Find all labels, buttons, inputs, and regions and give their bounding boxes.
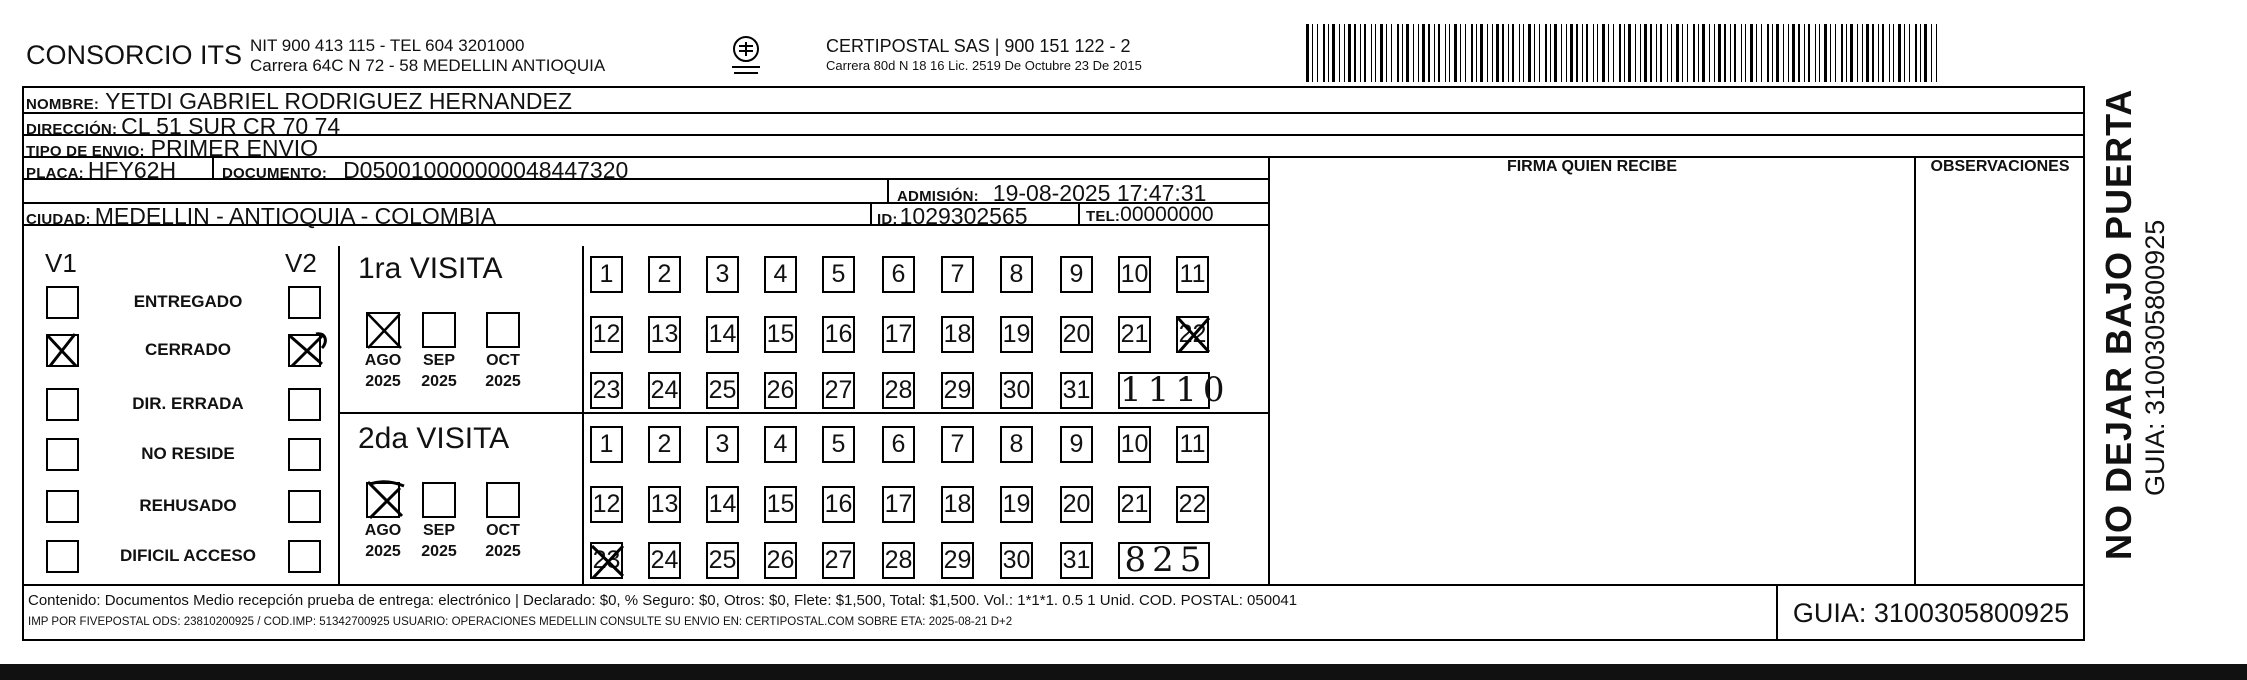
status-option-label: REHUSADO [139, 496, 237, 515]
month-label [411, 520, 467, 562]
day-box[interactable]: 31 [1060, 542, 1093, 579]
time-box[interactable] [1118, 370, 1231, 410]
documento-value: D050010000000048447320 [343, 157, 629, 183]
month-checkbox[interactable] [422, 482, 456, 518]
visit-title: 2da VISITA [358, 422, 510, 455]
day-box[interactable]: 10 [1118, 256, 1151, 293]
v2-checkbox[interactable] [288, 286, 321, 319]
day-box[interactable]: 13 [648, 316, 681, 353]
day-box[interactable]: 29 [941, 542, 974, 579]
day-box[interactable]: 23 [590, 542, 623, 579]
day-box[interactable]: 15 [764, 316, 797, 353]
certipostal-logo [726, 34, 766, 78]
status-option-label: NO RESIDE [141, 444, 235, 463]
v1-checkbox[interactable] [46, 490, 79, 523]
ciudad-value: MEDELLIN - ANTIOQUIA - COLOMBIA [94, 203, 497, 229]
day-box[interactable]: 18 [941, 316, 974, 353]
bottom-bar [0, 664, 2247, 680]
company-name: CONSORCIO ITS [26, 40, 243, 70]
footer-imp: IMP POR FIVEPOSTAL ODS: 23810200925 / COD.IMP: 51342700925 USUARIO: OPERACIONES MEDELLIN CONSULTE SU ENVIO EN: CERTIPOSTAL.COM SOBRE ETA: 2025-08-21 D+2 [28, 616, 1013, 628]
day-box[interactable]: 7 [941, 426, 974, 463]
day-box[interactable]: 13 [648, 486, 681, 523]
day-box[interactable]: 9 [1060, 256, 1093, 293]
v2-checkbox[interactable] [288, 540, 321, 573]
v2-checkbox[interactable] [288, 490, 321, 523]
ciudad-row [26, 203, 496, 230]
month-checkbox[interactable] [366, 482, 400, 518]
placa-row [26, 157, 176, 184]
v2-checkbox[interactable] [288, 334, 321, 367]
day-box[interactable]: 14 [706, 486, 739, 523]
id-value: 1029302565 [899, 203, 1028, 229]
firma-header: FIRMA QUIEN RECIBE [1506, 158, 1678, 175]
month-label [475, 350, 531, 392]
day-box[interactable]: 1 [590, 426, 623, 463]
check-x-mark [286, 330, 330, 370]
day-box[interactable]: 27 [822, 542, 855, 579]
admision-value: 19-08-2025 17:47:31 [992, 180, 1207, 206]
month-name: AGO [364, 522, 402, 539]
day-box[interactable]: 26 [764, 372, 797, 409]
day-box[interactable]: 21 [1118, 486, 1151, 523]
month-checkbox[interactable] [366, 312, 400, 348]
v2-checkbox[interactable] [288, 438, 321, 471]
day-box[interactable]: 30 [1000, 372, 1033, 409]
placa-value: HFY62H [87, 157, 177, 183]
tel-row [1086, 203, 1214, 227]
side-warning [2098, 88, 2140, 560]
day-box[interactable]: 26 [764, 542, 797, 579]
tel-label: TEL: [1086, 208, 1121, 225]
day-box[interactable]: 4 [764, 426, 797, 463]
nombre-label: NOMBRE: [26, 96, 100, 113]
day-box[interactable]: 1 [590, 256, 623, 293]
ciudad-label: CIUDAD: [26, 211, 91, 228]
day-box[interactable]: 12 [590, 486, 623, 523]
day-box[interactable]: 28 [882, 372, 915, 409]
v1-label: V1 [45, 248, 77, 278]
month-label [355, 350, 411, 392]
direccion-value: CL 51 SUR CR 70 74 [121, 113, 341, 139]
month-year: 2025 [365, 373, 401, 390]
status-option-label: ENTREGADO [133, 292, 243, 311]
month-label [475, 520, 531, 562]
visit-title: 1ra VISITA [358, 252, 503, 285]
check-x-mark [589, 540, 627, 582]
tel-value: 00000000 [1120, 203, 1214, 226]
id-row [877, 203, 1028, 230]
month-checkbox[interactable] [422, 312, 456, 348]
day-box[interactable]: 12 [590, 316, 623, 353]
footer-contenido: Contenido: Documentos Medio recepción prueba de entrega: electrónico | Declarado: $0, % Seguro: $0, Otros: $0, Flete: $1,500, Total: $1,500. Vol.: 1*1*1. 0.5 1 Unid. COD. POSTAL: 050041 [28, 592, 1298, 609]
day-box[interactable]: 3 [706, 426, 739, 463]
day-box[interactable]: 18 [941, 486, 974, 523]
day-box[interactable]: 31 [1060, 372, 1093, 409]
day-box[interactable]: 16 [822, 316, 855, 353]
day-box[interactable]: 22 [1176, 316, 1209, 353]
day-box[interactable]: 9 [1060, 426, 1093, 463]
tipo-label: TIPO DE ENVIO: [26, 143, 145, 160]
day-box[interactable]: 5 [822, 426, 855, 463]
day-box[interactable]: 14 [706, 316, 739, 353]
month-year: 2025 [365, 543, 401, 560]
day-box[interactable]: 21 [1118, 316, 1151, 353]
day-box[interactable]: 28 [882, 542, 915, 579]
v1-checkbox[interactable] [46, 540, 79, 573]
day-box[interactable]: 24 [648, 372, 681, 409]
v1-checkbox[interactable] [46, 438, 79, 471]
v1-checkbox[interactable] [46, 334, 79, 367]
day-box[interactable]: 8 [1000, 426, 1033, 463]
day-box[interactable]: 19 [1000, 486, 1033, 523]
documento-row [222, 157, 628, 184]
day-box[interactable]: 17 [882, 316, 915, 353]
day-box[interactable]: 29 [941, 372, 974, 409]
day-box[interactable]: 25 [706, 542, 739, 579]
check-x-mark [1175, 314, 1213, 356]
observaciones-header: OBSERVACIONES [1930, 158, 2070, 175]
day-box[interactable]: 6 [882, 426, 915, 463]
handwritten-time: 825 [1124, 540, 1208, 580]
day-box[interactable]: 22 [1176, 486, 1209, 523]
day-box[interactable]: 8 [1000, 256, 1033, 293]
day-box[interactable]: 23 [590, 372, 623, 409]
day-box[interactable]: 7 [941, 256, 974, 293]
no-dejar-bajo-puerta: NO DEJAR BAJO PUERTA [2098, 88, 2139, 560]
day-box[interactable]: 4 [764, 256, 797, 293]
direccion-label: DIRECCIÓN: [26, 121, 118, 138]
documento-label: DOCUMENTO: [222, 165, 328, 182]
status-option-label: DIR. ERRADA [132, 394, 244, 413]
month-checkbox[interactable] [486, 482, 520, 518]
v1-checkbox[interactable] [46, 286, 79, 319]
footer-guia: GUIA: 3100305800925 [1792, 598, 2070, 628]
status-option-label: DIFICIL ACCESO [119, 546, 256, 565]
day-box[interactable]: 3 [706, 256, 739, 293]
tipo-value: PRIMER ENVIO [150, 135, 319, 161]
day-box[interactable]: 25 [706, 372, 739, 409]
day-box[interactable]: 27 [822, 372, 855, 409]
month-year: 2025 [485, 373, 521, 390]
day-box[interactable]: 16 [822, 486, 855, 523]
time-box[interactable] [1118, 542, 1210, 579]
check-x-mark [365, 311, 405, 351]
month-label [411, 350, 467, 392]
month-checkbox[interactable] [486, 312, 520, 348]
day-box[interactable]: 17 [882, 486, 915, 523]
month-name: SEP [422, 522, 455, 539]
month-year: 2025 [485, 543, 521, 560]
day-box[interactable]: 6 [882, 256, 915, 293]
v2-checkbox[interactable] [288, 388, 321, 421]
nombre-value: YETDI GABRIEL RODRIGUEZ HERNANDEZ [105, 88, 572, 114]
carrier-name: CERTIPOSTAL SAS | 900 151 122 - 2 [826, 36, 1131, 56]
handwritten-time: 1110 [1120, 370, 1231, 410]
day-box[interactable]: 20 [1060, 316, 1093, 353]
v1-checkbox[interactable] [46, 388, 79, 421]
day-box[interactable]: 2 [648, 426, 681, 463]
v2-label: V2 [285, 248, 317, 278]
check-x-mark [364, 478, 408, 520]
month-year: 2025 [421, 373, 457, 390]
side-guia [2140, 136, 2171, 496]
month-name: SEP [422, 352, 455, 369]
admision-label: ADMISIÓN: [897, 188, 979, 205]
month-label [355, 520, 411, 562]
company-nit: NIT 900 413 115 - TEL 604 3201000 [250, 36, 525, 55]
day-box[interactable]: 11 [1176, 256, 1209, 293]
day-box[interactable]: 20 [1060, 486, 1093, 523]
id-label: ID: [877, 211, 898, 228]
carrier-address: Carrera 80d N 18 16 Lic. 2519 De Octubre 23 De 2015 [826, 58, 1142, 73]
month-name: OCT [486, 522, 520, 539]
placa-label: PLACA: [26, 165, 84, 182]
day-box[interactable]: 19 [1000, 316, 1033, 353]
nombre-row [26, 88, 572, 115]
check-x-mark [42, 330, 82, 370]
barcode [1306, 24, 1938, 82]
day-box[interactable]: 15 [764, 486, 797, 523]
company-address: Carrera 64C N 72 - 58 MEDELLIN ANTIOQUIA [250, 56, 606, 75]
day-box[interactable]: 30 [1000, 542, 1033, 579]
day-box[interactable]: 2 [648, 256, 681, 293]
day-box[interactable]: 10 [1118, 426, 1151, 463]
day-box[interactable]: 24 [648, 542, 681, 579]
month-year: 2025 [421, 543, 457, 560]
side-guia-text: GUIA: 3100305800925 [2140, 219, 2170, 496]
status-option-label: CERRADO [145, 340, 231, 359]
day-box[interactable]: 11 [1176, 426, 1209, 463]
month-name: OCT [486, 352, 520, 369]
month-name: AGO [364, 352, 402, 369]
day-box[interactable]: 5 [822, 256, 855, 293]
